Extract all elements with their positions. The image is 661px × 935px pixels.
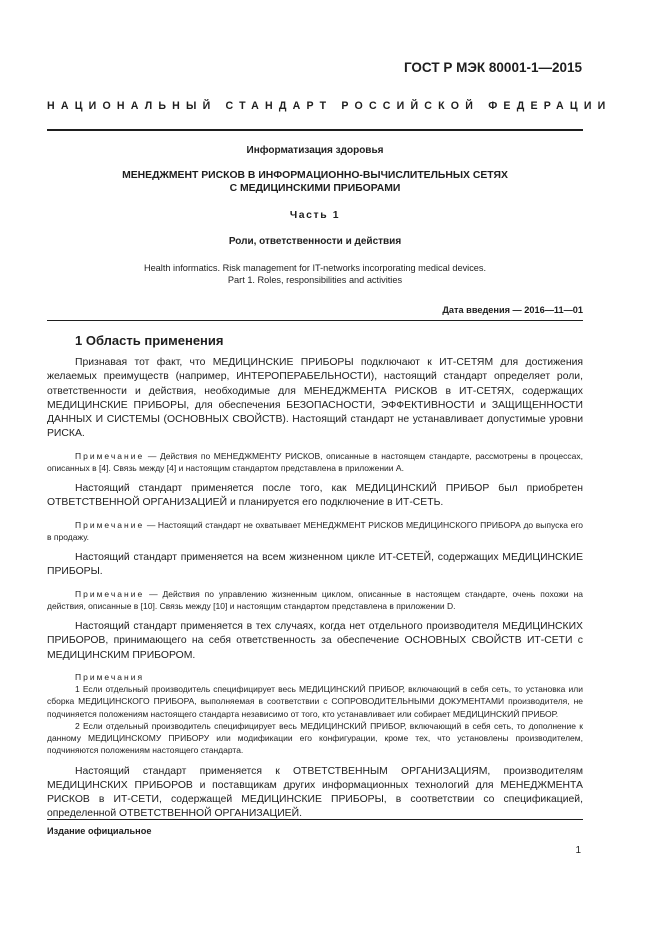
part-title: Роли, ответственности и действия	[228, 236, 402, 247]
note-1	[47, 450, 583, 474]
paragraph-1: Признавая тот факт, что МЕДИЦИНСКИЕ ПРИБОРЫ подключают к ИТ-СЕТЯМ для достижения желаемых преимуществ (например, ИНТЕРОПЕРАБЕЛЬНОСТИ), настоящий стандарт определяет роли, ответственности и действия, необходимые для МЕНЕДЖМЕНТА РИСКОВ в ИТ-СЕТЯХ, содержащих МЕДИЦИНСКИЕ ПРИБОРЫ, для обеспечения БЕЗОПАСНОСТИ, ЭФФЕКТИВНОСТИ и ЗАЩИЩЕННОСТИ ДАННЫХ И СИСТЕМЫ (ОСНОВНЫХ СВОЙСТВ). Настоящий стандарт не устанавливает допустимые уровни РИСКА.	[47, 357, 583, 440]
document-title-line-1: МЕНЕДЖМЕНТ РИСКОВ В ИНФОРМАЦИОННО-ВЫЧИСЛИТЕЛЬНЫХ СЕТЯХ	[122, 170, 508, 181]
note-label: Примечание	[75, 519, 145, 530]
document-title	[47, 169, 583, 195]
introduction-date: Дата введения — 2016—11—01	[442, 305, 583, 315]
middle-divider	[47, 320, 583, 321]
paragraph-2: Настоящий стандарт применяется после того, как МЕДИЦИНСКИЙ ПРИБОР был приобретен ОТВЕТСТВЕННОЙ ОРГАНИЗАЦИЕЙ и планируется его подключение в ИТ-СЕТЬ.	[47, 483, 583, 509]
edition-label: Издание официальное	[47, 826, 152, 836]
paragraph-5: Настоящий стандарт применяется к ОТВЕТСТВЕННЫМ ОРГАНИЗАЦИЯМ, производителям МЕДИЦИНСКИХ ПРИБОРОВ и поставщикам других информационных технологий для МЕНЕДЖМЕНТА РИСКОВ в ИТ-СЕТИ, содержащей МЕДИЦИНСКИЕ ПРИБОРЫ, в соответствии со спецификацией, определенной ОТВЕТСТВЕННОЙ ОРГАНИЗАЦИЕЙ.	[47, 765, 583, 820]
notes-block	[47, 671, 583, 756]
standard-number: ГОСТ Р МЭК 80001-1—2015	[403, 60, 582, 75]
notes-item-1: 1 Если отдельный производитель специфицирует весь МЕДИЦИНСКИЙ ПРИБОР, включающий в себя сеть, то установка или сборка МЕДИЦИНСКОГО ПРИБОРА, выполняемая в соответствии с СОПРОВОДИТЕЛЬНЫМИ ДОКУМЕНТАМИ производителя, не подчиняется положениям настоящего стандарта независимо от того, кто устанавливает или собирает МЕДИЦИНСКИЙ ПРИБОР.	[47, 684, 583, 719]
english-title-line-2: Part 1. Roles, responsibilities and activities	[227, 275, 403, 285]
document-title-line-2: С МЕДИЦИНСКИМИ ПРИБОРАМИ	[229, 183, 401, 194]
english-title	[47, 262, 583, 286]
note-label: Примечание	[75, 450, 145, 461]
english-title-line-1: Health informatics. Risk management for IT-networks incorporating medical devices.	[143, 263, 487, 273]
paragraph-4: Настоящий стандарт применяется в тех случаях, когда нет отдельного производителя МЕДИЦИНСКИХ ПРИБОРОВ, принимающего на себя ответственность за обеспечение ОСНОВНЫХ СВОЙСТВ ИТ-СЕТИ с МЕДИЦИНСКИМ ПРИБОРОМ.	[47, 621, 583, 661]
note-text: — Действия по управлению жизненным циклом, описанные в настоящем стандарте, очень похожи на действия, описанные в [10]. Связь между [10] и настоящим стандартом представлена в приложении D.	[47, 588, 583, 611]
note-text: — Настоящий стандарт не охватывает МЕНЕДЖМЕНТ РИСКОВ МЕДИЦИНСКОГО ПРИБОРА до выпуска его в продажу.	[47, 519, 583, 542]
section-body	[47, 356, 583, 830]
bottom-divider	[47, 819, 583, 820]
paragraph-3: Настоящий стандарт применяется на всем жизненном цикле ИТ-СЕТЕЙ, содержащих МЕДИЦИНСКИЕ ПРИБОРЫ.	[47, 552, 583, 578]
top-divider	[47, 129, 583, 131]
part-label: Часть 1	[289, 210, 341, 221]
notes-label: Примечания	[75, 672, 145, 683]
note-2	[47, 519, 583, 543]
note-text: — Действия по МЕНЕДЖМЕНТУ РИСКОВ, описанные в настоящем стандарте, рассмотрены в процессах, описанных в [4]. Связь между [4] и настоящим стандартом представлена в приложении А.	[47, 450, 583, 473]
notes-item-2: 2 Если отдельный производитель специфицирует весь МЕДИЦИНСКИЙ ПРИБОР, включающий в себя сеть, то дополнение к данному МЕДИЦИНСКОМУ ПРИБОРУ или модификации его конфигурации, кроме тех, что установлены производителем, подчиняются положениям настоящего стандарта.	[47, 720, 583, 756]
note-3	[47, 588, 583, 612]
subject-heading: Информатизация здоровья	[246, 145, 384, 156]
section-heading: 1 Область применения	[75, 333, 224, 348]
note-label: Примечание	[75, 588, 145, 599]
national-standard-banner: НАЦИОНАЛЬНЫЙ СТАНДАРТ РОССИЙСКОЙ ФЕДЕРАЦИИ	[47, 100, 612, 112]
page-number: 1	[575, 845, 581, 856]
